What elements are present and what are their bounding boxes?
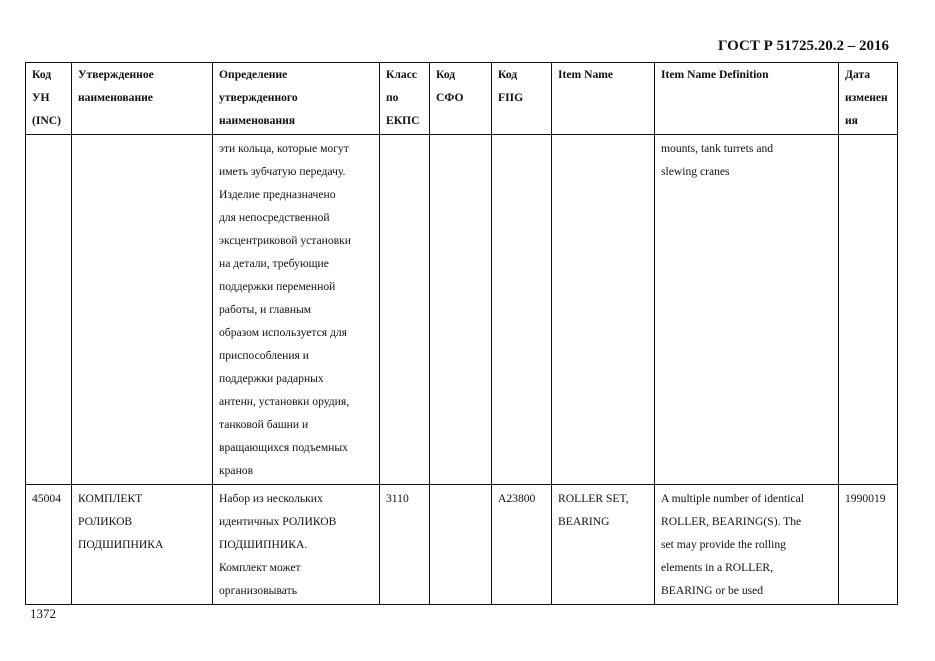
page-number: 1372 xyxy=(30,606,56,621)
cell-fiig-code xyxy=(492,135,552,485)
col-header-name-definition: Определение утвержденного наименования xyxy=(213,63,380,135)
cell-sfo-code xyxy=(430,135,492,485)
col-header-item-name: Item Name xyxy=(552,63,655,135)
cell-ekps-class xyxy=(380,135,430,485)
col-header-change-date: Дата изменен ия xyxy=(839,63,898,135)
col-header-inc-code: Код УН (INC) xyxy=(26,63,72,135)
cell-item-name: ROLLER SET, BEARING xyxy=(552,485,655,605)
cell-item-name-definition: A multiple number of identical ROLLER, BEARING(S). The set may provide the rolling elements in a ROLLER, BEARING or be used xyxy=(655,485,839,605)
table-row xyxy=(26,485,898,605)
col-header-fiig-code: Код FIIG xyxy=(492,63,552,135)
col-header-approved-name: Утвержденное наименование xyxy=(72,63,213,135)
cell-approved-name: КОМПЛЕКТ РОЛИКОВ ПОДШИПНИКА xyxy=(72,485,213,605)
table-row xyxy=(26,135,898,485)
cell-change-date xyxy=(839,135,898,485)
cell-item-name xyxy=(552,135,655,485)
item-name-table xyxy=(25,62,898,605)
cell-item-name-definition: mounts, tank turrets and slewing cranes xyxy=(655,135,839,485)
cell-sfo-code xyxy=(430,485,492,605)
cell-inc-code xyxy=(26,135,72,485)
col-header-ekps-class: Класс по ЕКПС xyxy=(380,63,430,135)
cell-inc-code: 45004 xyxy=(26,485,72,605)
table-header-row xyxy=(26,63,898,135)
col-header-sfo-code: Код СФО xyxy=(430,63,492,135)
cell-name-definition: Набор из нескольких идентичных РОЛИКОВ ПОДШИПНИКА. Комплект может организовывать xyxy=(213,485,380,605)
document-code: ГОСТ Р 51725.20.2 – 2016 xyxy=(717,38,889,54)
cell-fiig-code: A23800 xyxy=(492,485,552,605)
cell-change-date: 1990019 xyxy=(839,485,898,605)
cell-name-definition: эти кольца, которые могут иметь зубчатую передачу. Изделие предназначено для непосредственной эксцентриковой установки на детали, требующие поддержки переменной работы, и главным образом используется для приспособления и поддержки радарных антенн, установки орудия, танковой башни и вращающихся подъемных кранов xyxy=(213,135,380,485)
cell-ekps-class: 3110 xyxy=(380,485,430,605)
data-table-container xyxy=(25,62,898,605)
cell-approved-name xyxy=(72,135,213,485)
col-header-item-name-definition: Item Name Definition xyxy=(655,63,839,135)
